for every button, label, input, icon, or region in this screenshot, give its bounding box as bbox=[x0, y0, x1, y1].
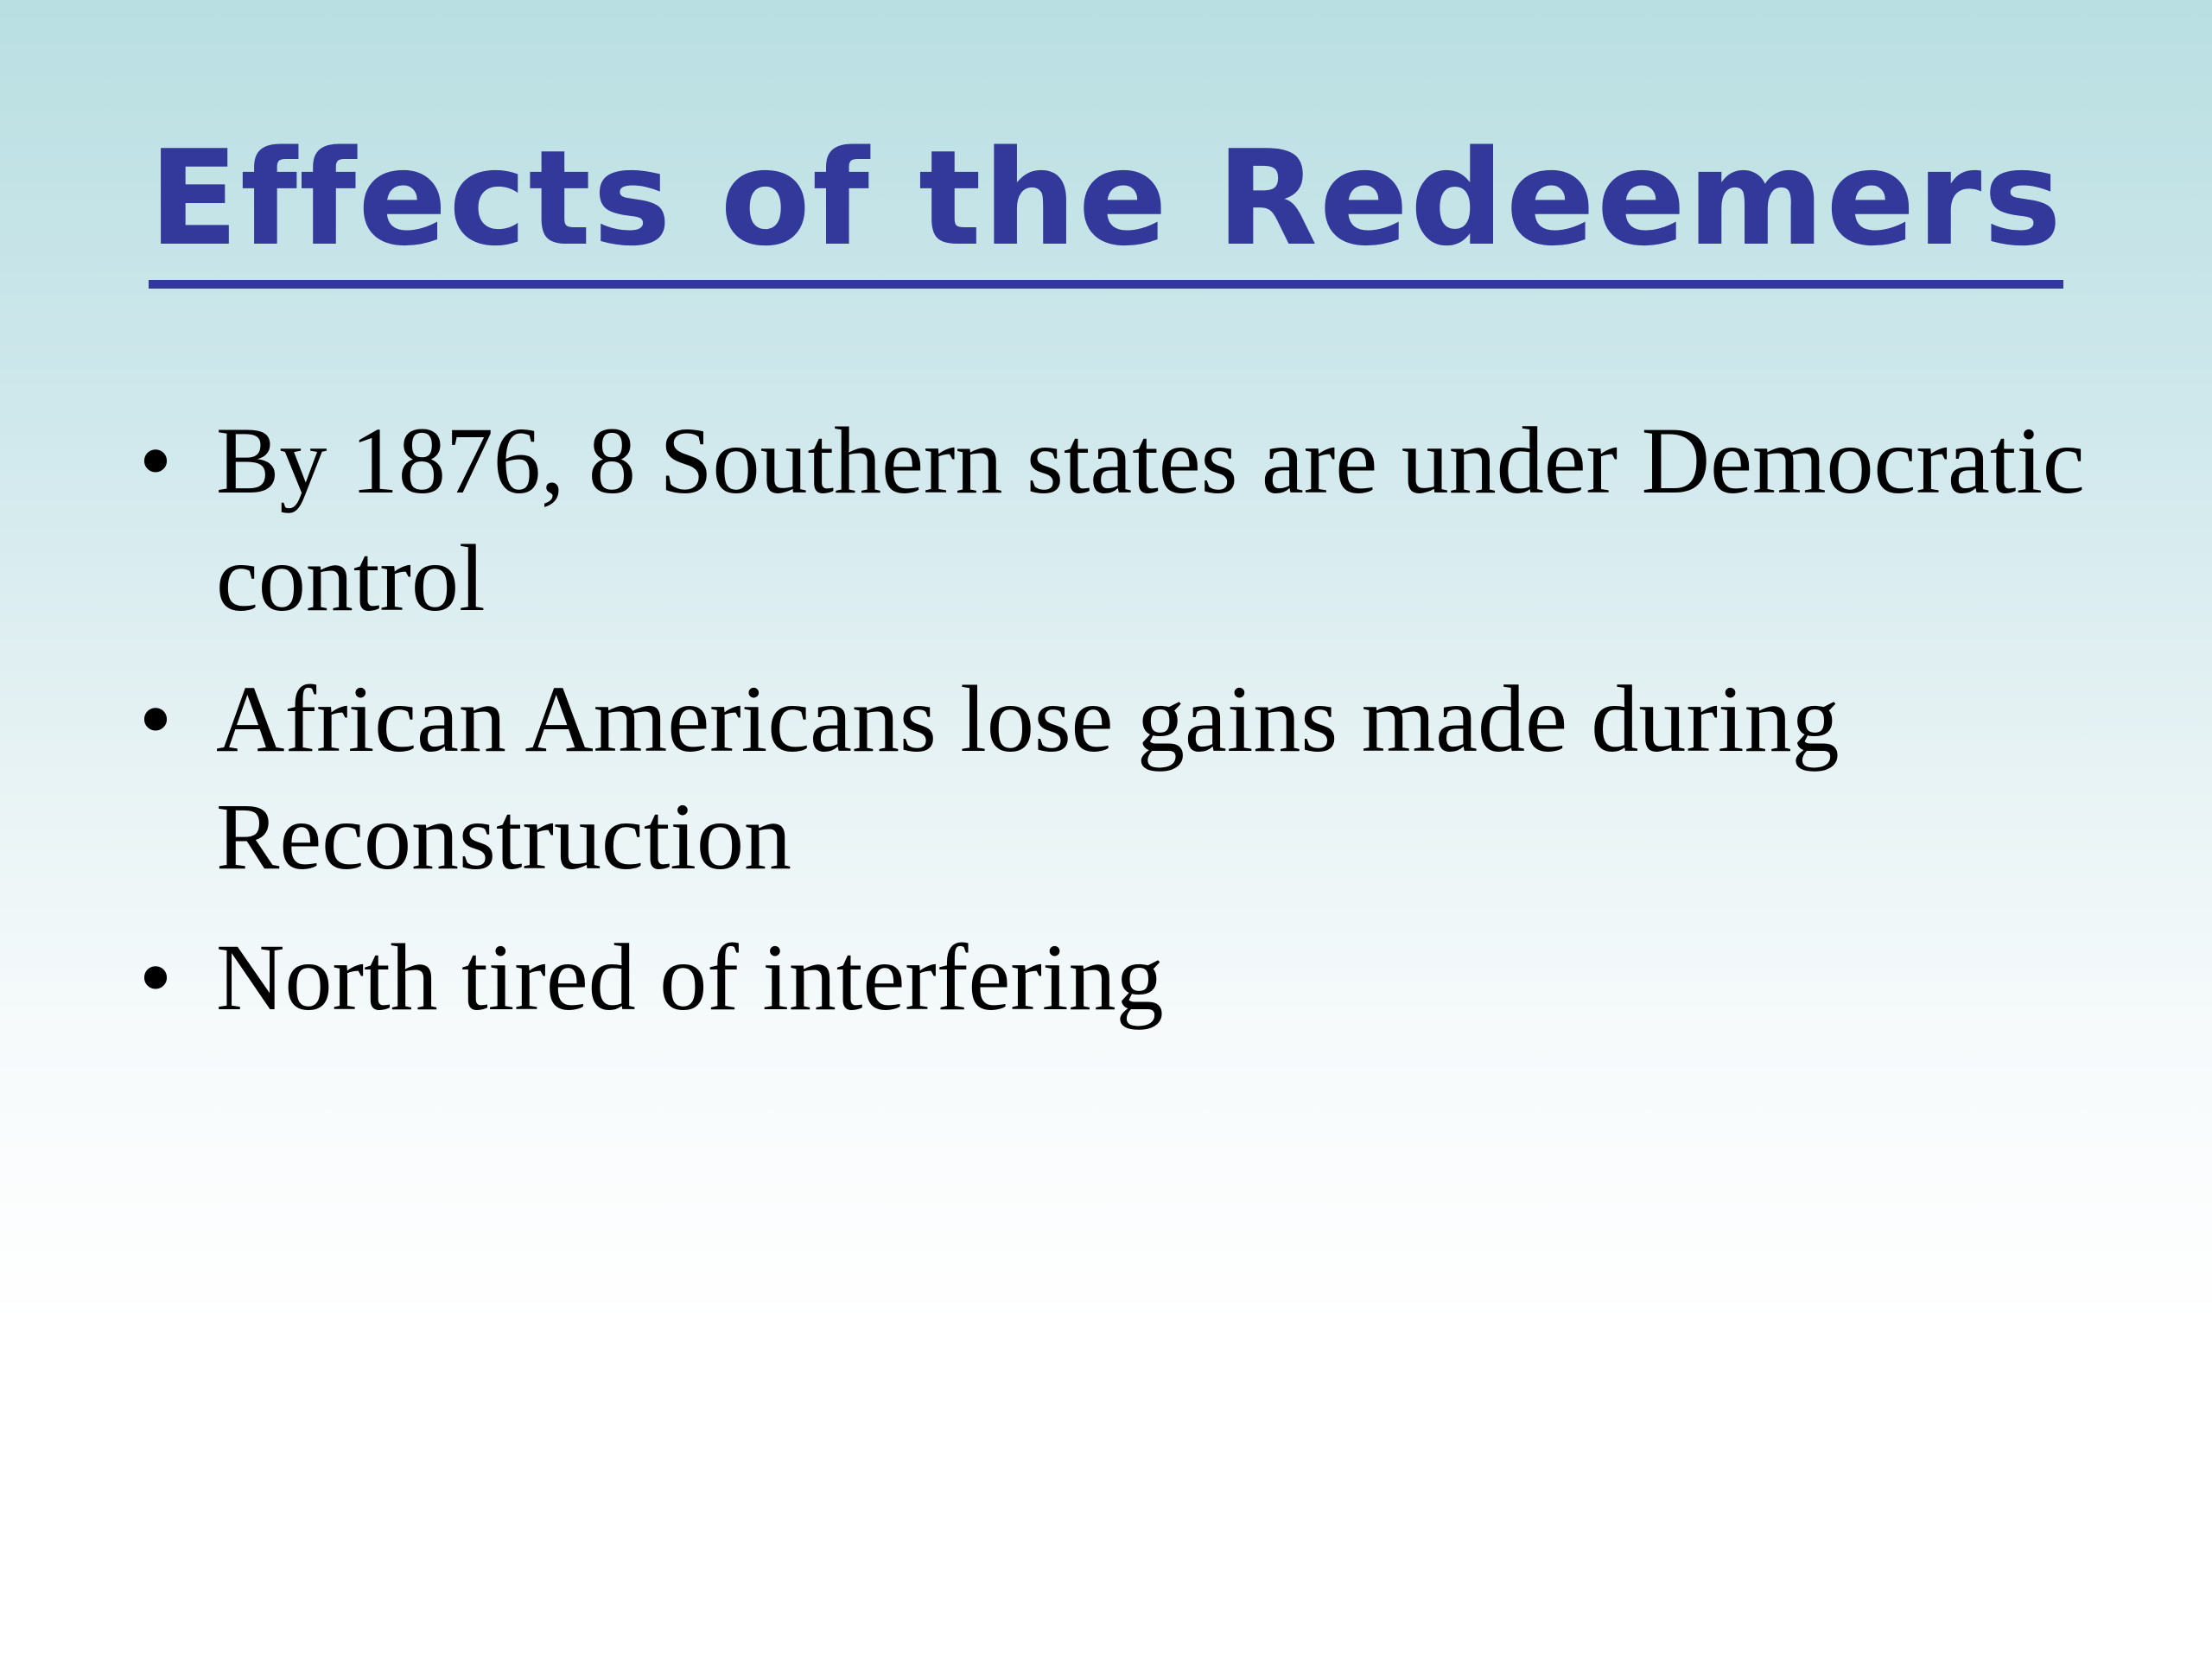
bullet-dot-icon: • bbox=[138, 925, 173, 1030]
bullet-item bbox=[130, 402, 2117, 637]
bullet-item bbox=[130, 918, 2117, 1036]
bullet-list bbox=[130, 402, 2117, 1059]
bullet-dot-icon: • bbox=[138, 666, 173, 772]
bullet-dot-icon: • bbox=[138, 408, 173, 513]
bullet-text: North tired of interfering bbox=[216, 925, 1164, 1030]
slide-title-text: Effects of the Redeemers bbox=[149, 121, 2063, 289]
bullet-text: African Americans lose gains made during Reconstruction bbox=[216, 666, 1840, 889]
slide-title bbox=[0, 121, 2212, 289]
bullet-item bbox=[130, 660, 2117, 895]
bullet-text: By 1876, 8 Southern states are under Democratic control bbox=[216, 408, 2085, 631]
